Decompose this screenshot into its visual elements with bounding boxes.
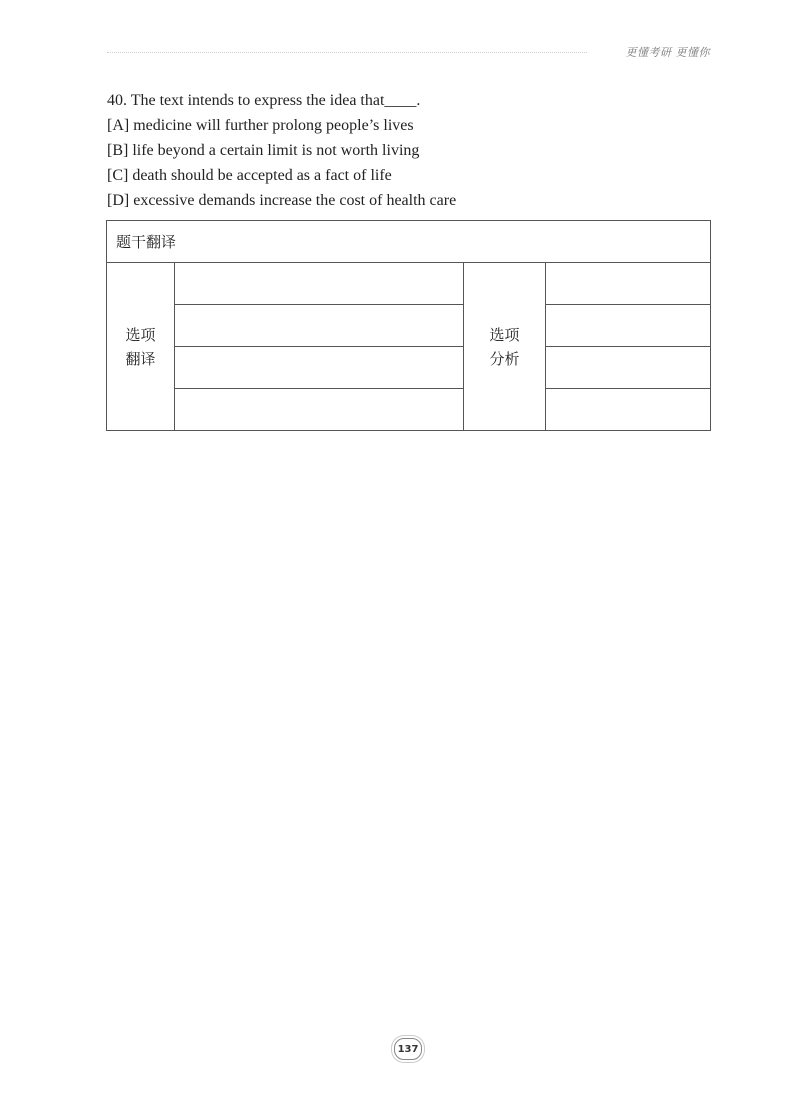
option-d: [D] excessive demands increase the cost of health care [107, 192, 457, 209]
option-translation-label [107, 263, 175, 430]
page-number: 137 [394, 1038, 422, 1060]
analysis-blank-1[interactable] [546, 263, 710, 305]
analysis-blank-2[interactable] [546, 305, 710, 347]
translation-blank-1[interactable] [175, 263, 463, 305]
option-analysis-label [463, 263, 546, 430]
option-b: [B] life beyond a certain limit is not worth living [107, 142, 420, 159]
header-rule [107, 52, 587, 53]
option-a: [A] medicine will further prolong people’s lives [107, 117, 414, 134]
option-analysis-label-line-2: 分析 [489, 349, 520, 368]
answer-grid [106, 220, 711, 431]
option-translation-label-line-2: 翻译 [125, 349, 156, 368]
translation-blank-2[interactable] [175, 305, 463, 347]
translation-blank-4[interactable] [175, 389, 463, 430]
option-c: [C] death should be accepted as a fact of life [107, 167, 392, 184]
option-translation-label-line-1: 选项 [125, 325, 156, 344]
page-number-badge [391, 1036, 425, 1062]
analysis-blank-3[interactable] [546, 347, 710, 389]
grid-title: 题干翻译 [107, 221, 710, 263]
question-block [107, 88, 711, 213]
option-analysis-label-line-1: 选项 [489, 325, 520, 344]
translation-blank-3[interactable] [175, 347, 463, 389]
analysis-blank-4[interactable] [546, 389, 710, 430]
header-slogan: 更懂考研 更懂你 [625, 46, 710, 59]
question-stem: 40. The text intends to express the idea that____. [107, 92, 421, 109]
